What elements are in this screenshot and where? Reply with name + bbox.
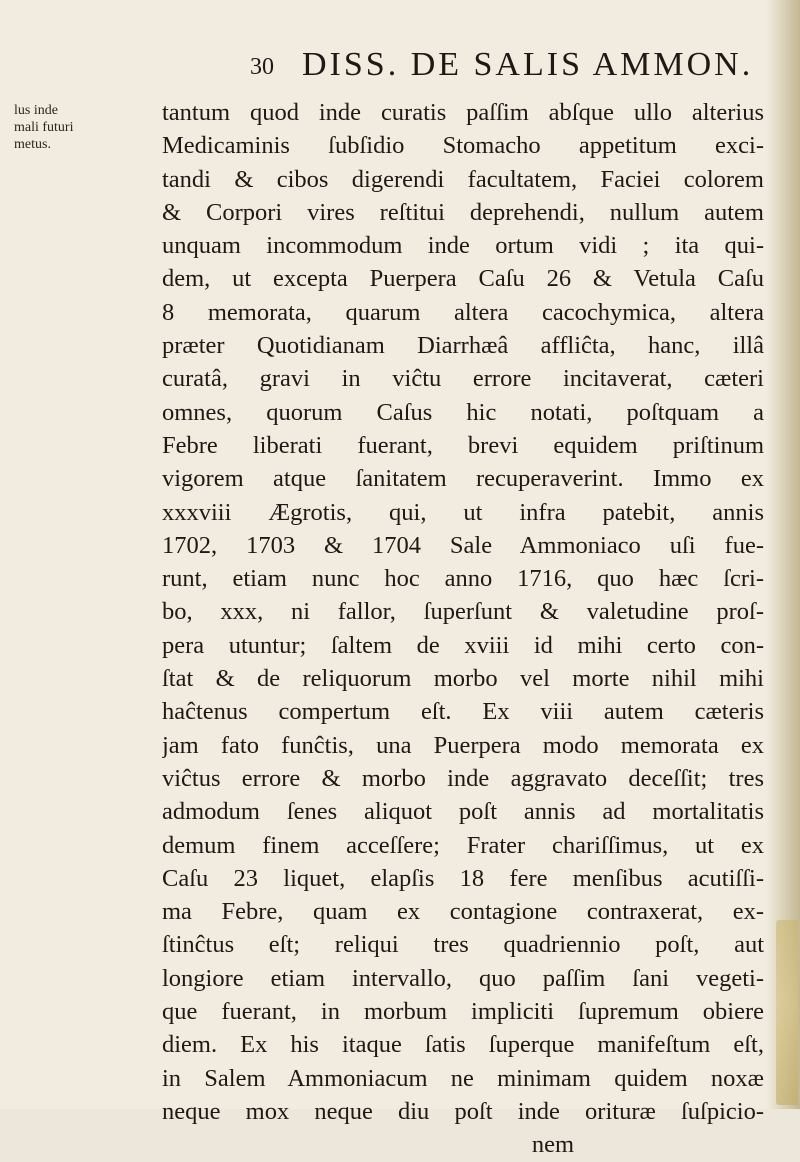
- text-line: ſtinĉtus eſt; reliqui tres quadriennio poſt, aut: [162, 931, 764, 959]
- body-text: [162, 96, 764, 1162]
- text-line: omnes, quorum Caſus hic notati, poſtquam a: [162, 398, 764, 426]
- text-line: præter Quotidianam Diarrhæâ affliĉta, hanc, illâ: [162, 332, 764, 360]
- text-line: viĉtus errore & morbo inde aggravato deceſſit; tres: [162, 764, 764, 792]
- page-edge-tab: [776, 920, 798, 1105]
- running-head: DISS. DE SALIS AMMON.: [302, 46, 754, 83]
- text-line: demum finem acceſſere; Frater chariſſimus, ut ex: [162, 831, 764, 859]
- text-line: 8 memorata, quarum altera cacochymica, altera: [162, 298, 764, 326]
- text-line: vigorem atque ſanitatem recuperaverint. Immo ex: [162, 465, 764, 493]
- text-line: 1702, 1703 & 1704 Sale Ammoniaco uſi fue-: [162, 531, 764, 559]
- text-line: ſtat & de reliquorum morbo vel morte nihil mihi: [162, 665, 764, 693]
- text-line: bo, xxx, ni fallor, ſuperſunt & valetudine proſ-: [162, 598, 764, 626]
- text-line: pera utuntur; ſaltem de xviii id mihi certo con-: [162, 631, 764, 659]
- text-line: diem. Ex his itaque ſatis ſuperque manifeſtum eſt,: [162, 1031, 764, 1059]
- catchword: nem: [531, 1131, 575, 1159]
- text-line: tantum quod inde curatis paſſim abſque ullo alterius: [162, 99, 764, 126]
- text-line: runt, etiam nunc hoc anno 1716, quo hæc ſcri-: [162, 565, 764, 593]
- text-line: dem, ut excepta Puerpera Caſu 26 & Vetula Caſu: [162, 265, 764, 293]
- text-line: ma Febre, quam ex contagione contraxerat, ex-: [162, 898, 764, 926]
- text-line: longiore etiam intervallo, quo paſſim ſani vegeti-: [162, 964, 764, 992]
- text-line: in Salem Ammoniacum ne minimam quidem noxæ: [162, 1064, 764, 1092]
- page-header: [250, 46, 754, 90]
- text-line: haĉtenus compertum eſt. Ex viii autem cæteris: [162, 698, 764, 726]
- text-line: xxxviii Ægrotis, qui, ut infra patebit, annis: [162, 498, 764, 526]
- text-line: que fuerant, in morbum impliciti ſupremum obiere: [162, 998, 764, 1026]
- margin-note-line: lus inde: [14, 103, 58, 118]
- text-line: neque mox neque diu poſt inde orituræ ſuſpicio-: [162, 1097, 764, 1125]
- text-line: Febre liberati fuerant, brevi equidem priſtinum: [162, 431, 764, 459]
- text-line: Medicaminis ſubſidio Stomacho appetitum exci-: [162, 132, 764, 160]
- text-line: & Corpori vires reſtitui deprehendi, nullum autem: [162, 198, 764, 226]
- margin-note-line: metus.: [14, 137, 51, 152]
- text-line: jam fato funĉtis, una Puerpera modo memorata ex: [162, 731, 764, 759]
- margin-note: [14, 102, 86, 153]
- text-line: Caſu 23 liquet, elapſis 18 fere menſibus acutiſſi-: [162, 864, 764, 892]
- text-line: admodum ſenes aliquot poſt annis ad mortalitatis: [162, 798, 764, 826]
- text-line: unquam incommodum inde ortum vidi ; ita qui-: [162, 232, 764, 260]
- margin-note-line: mali futuri: [14, 120, 74, 135]
- text-line: tandi & cibos digerendi facultatem, Faciei colorem: [162, 165, 764, 193]
- page-number: 30: [250, 54, 274, 80]
- text-line: curatâ, gravi in viĉtu errore incitaverat, cæteri: [162, 365, 764, 393]
